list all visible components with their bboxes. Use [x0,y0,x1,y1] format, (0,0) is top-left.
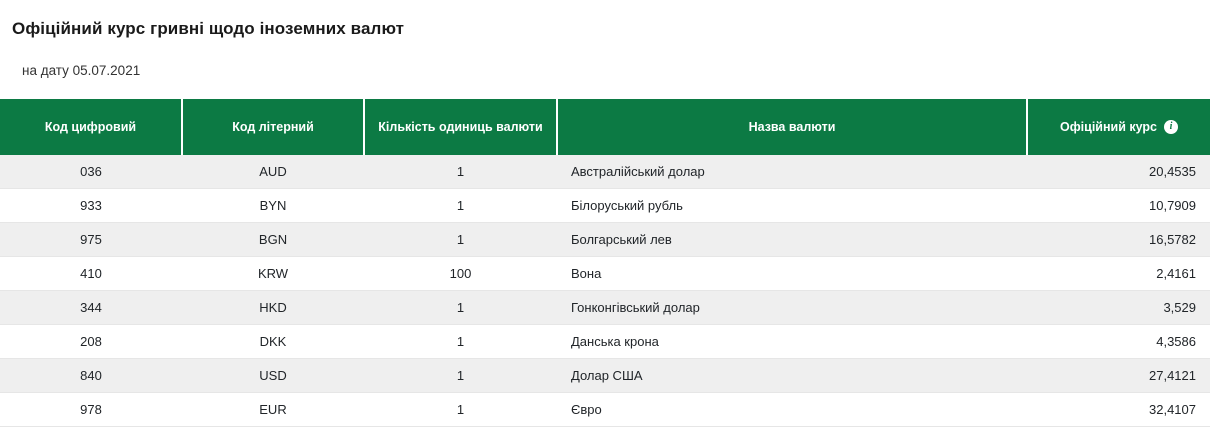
table-row [0,223,1210,257]
cell-official-rate: 4,3586 [1027,325,1210,359]
cell-letter-code: AUD [182,155,364,189]
info-icon[interactable]: i [1164,120,1178,134]
table-row [0,325,1210,359]
cell-official-rate: 16,5782 [1027,223,1210,257]
column-header-numeric-code-label: Код цифровий [44,120,137,134]
cell-units: 1 [364,359,557,393]
cell-official-rate: 2,4161 [1027,257,1210,291]
cell-letter-code: BGN [182,223,364,257]
column-header-official-rate-label: Офіційний курс [1060,120,1157,134]
cell-letter-code: HKD [182,291,364,325]
cell-numeric-code: 840 [0,359,182,393]
cell-units: 100 [364,257,557,291]
cell-numeric-code: 410 [0,257,182,291]
table-row [0,393,1210,427]
cell-letter-code: USD [182,359,364,393]
cell-currency-name[interactable]: Євро [557,393,1027,427]
cell-official-rate: 27,4121 [1027,359,1210,393]
cell-numeric-code: 208 [0,325,182,359]
cell-letter-code: BYN [182,189,364,223]
column-header-units[interactable] [364,99,557,155]
rates-date-label: на дату 05.07.2021 [22,63,141,78]
cell-numeric-code: 975 [0,223,182,257]
cell-units: 1 [364,325,557,359]
table-row [0,359,1210,393]
cell-official-rate: 10,7909 [1027,189,1210,223]
exchange-rates-table [0,99,1210,427]
column-header-units-label: Кількість одиниць валюти [378,120,543,134]
cell-letter-code: DKK [182,325,364,359]
cell-numeric-code: 978 [0,393,182,427]
table-header [0,99,1210,155]
cell-units: 1 [364,223,557,257]
column-header-numeric-code[interactable] [0,99,182,155]
cell-currency-name[interactable]: Австралійський долар [557,155,1027,189]
cell-currency-name[interactable]: Гонконгівський долар [557,291,1027,325]
cell-units: 1 [364,393,557,427]
column-header-currency-name[interactable] [557,99,1027,155]
cell-numeric-code: 036 [0,155,182,189]
cell-units: 1 [364,291,557,325]
cell-currency-name[interactable]: Долар США [557,359,1027,393]
cell-units: 1 [364,155,557,189]
cell-letter-code: EUR [182,393,364,427]
column-header-official-rate[interactable] [1027,99,1210,155]
cell-currency-name[interactable]: Білоруський рубль [557,189,1027,223]
table-row [0,155,1210,189]
cell-currency-name[interactable]: Болгарський лев [557,223,1027,257]
cell-letter-code: KRW [182,257,364,291]
table-header-row [0,99,1210,155]
cell-currency-name[interactable]: Данська крона [557,325,1027,359]
column-header-letter-code[interactable] [182,99,364,155]
column-header-letter-code-label: Код літерний [232,120,314,134]
cell-official-rate: 3,529 [1027,291,1210,325]
cell-numeric-code: 344 [0,291,182,325]
page-title: Офіційний курс гривні щодо іноземних валют [12,19,405,38]
table-row [0,189,1210,223]
table-row [0,291,1210,325]
cell-official-rate: 20,4535 [1027,155,1210,189]
table-body [0,155,1210,427]
table-row [0,257,1210,291]
cell-currency-name[interactable]: Вона [557,257,1027,291]
column-header-currency-name-label: Назва валюти [748,120,836,134]
cell-units: 1 [364,189,557,223]
cell-official-rate: 32,4107 [1027,393,1210,427]
cell-numeric-code: 933 [0,189,182,223]
